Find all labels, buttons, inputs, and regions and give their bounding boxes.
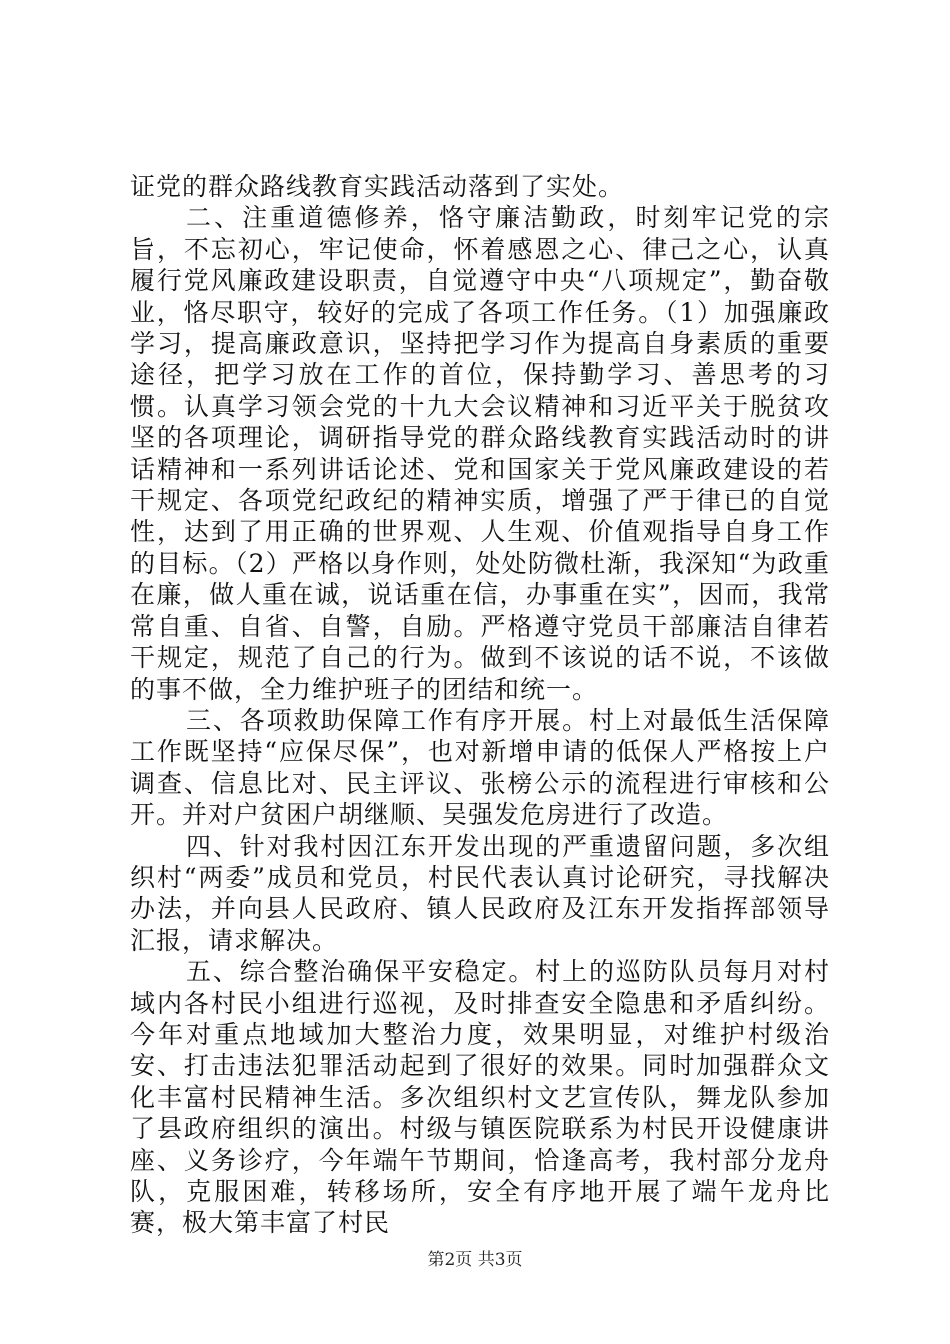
- paragraph-section-3: 三、各项救助保障工作有序开展。村上对最低生活保障工作既坚持“应保尽保”，也对新增申请的低保人严格按上户调查、信息比对、民主评议、张榜公示的流程进行审核和公开。并对户贫困户胡继顺、吴强发危房进行了改造。: [130, 705, 830, 830]
- paragraph-continuation: 证党的群众路线教育实践活动落到了实处。: [130, 172, 625, 201]
- document-body: [130, 171, 830, 1239]
- paragraph-section-2: 二、注重道德修养，恪守廉洁勤政，时刻牢记党的宗旨，不忘初心，牢记使命，怀着感恩之心、律己之心，认真履行党风廉政建设职责，自觉遵守中央“八项规定”，勤奋敬业，恪尽职守，较好的完成了各项工作任务。（1）加强廉政学习，提高廉政意识，坚持把学习作为提高自身素质的重要途径，把学习放在工作的首位，保持勤学习、善思考的习惯。认真学习领会党的十九大会议精神和习近平关于脱贫攻坚的各项理论，调研指导党的群众路线教育实践活动时的讲话精神和一系列讲话论述、党和国家关于党风廉政建设的若干规定、各项党纪政纪的精神实质，增强了严于律已的自觉性，达到了用正确的世界观、人生观、价值观指导自身工作的目标。（2）严格以身作则，处处防微杜渐，我深知“为政重在廉，做人重在诚，说话重在信，办事重在实”，因而，我常常自重、自省、自警，自励。严格遵守党员干部廉洁自律若干规定，规范了自己的行为。做到不该说的话不说，不该做的事不做，全力维护班子的团结和统一。: [130, 203, 830, 704]
- paragraph-section-5: 五、综合整治确保平安稳定。村上的巡防队员每月对村域内各村民小组进行巡视，及时排查安全隐患和矛盾纠纷。今年对重点地域加大整治力度，效果明显，对维护村级治安、打击违法犯罪活动起到了很好的效果。同时加强群众文化丰富村民精神生活。多次组织村文艺宣传队，舞龙队参加了县政府组织的演出。村级与镇医院联系为村民开设健康讲座、义务诊疗，今年端午节期间，恰逢高考，我村部分龙舟队，克服困难，转移场所，安全有序地开展了端午龙舟比赛，极大第丰富了村民: [130, 957, 830, 1238]
- page-number: 第2页 共3页: [427, 1250, 523, 1270]
- paragraph-section-4: 四、针对我村因江东开发出现的严重遗留问题，多次组织村“两委”成员和党员，村民代表认真讨论研究，寻找解决办法，并向县人民政府、镇人民政府及江东开发指挥部领导汇报，请求解决。: [130, 831, 830, 955]
